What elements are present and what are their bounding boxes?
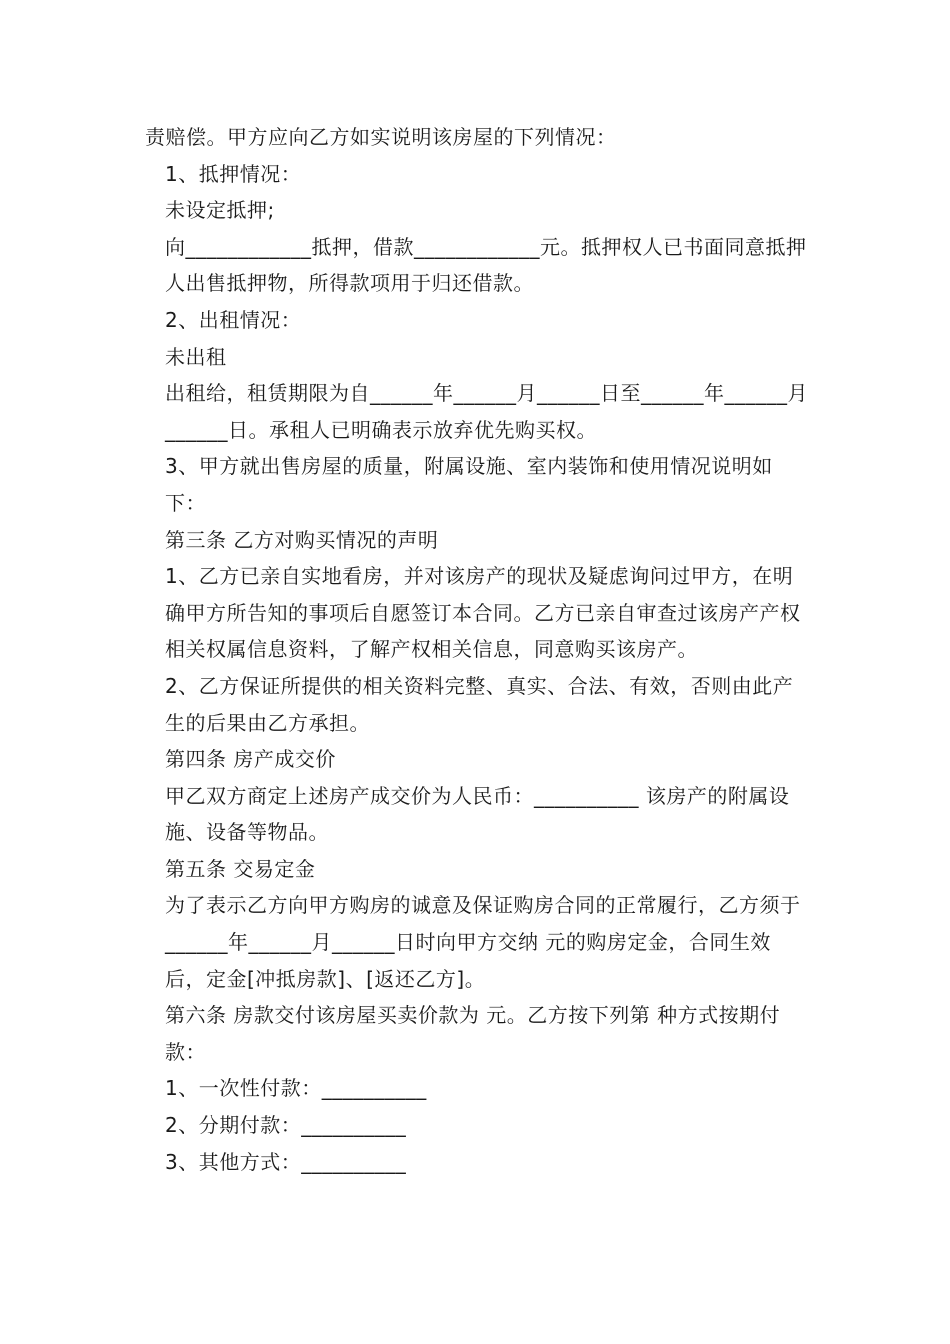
paragraph: 甲乙双方商定上述房产成交价为人民币：__________ 该房产的附属设施、设备等物品。 — [165, 783, 790, 845]
paragraph: 为了表示乙方向甲方购房的诚意及保证购房合同的正常履行，乙方须于______年______月______日时向甲方交纳 元的购房定金，合同生效后，定金[冲抵房款]、[返还乙方]。 — [165, 893, 801, 991]
paragraph: 出租给，租赁期限为自______年______月______日至______年______月______日。承租人已明确表示放弃优先购买权。 — [165, 381, 808, 442]
document-body — [145, 119, 810, 1180]
paragraph: 向____________抵押，借款____________元。抵押权人已书面同意抵押人出售抵押物，所得款项用于归还借款。 — [165, 234, 807, 296]
paragraph: 1、一次性付款：__________ — [165, 1076, 427, 1101]
paragraph: 第六条 房款交付该房屋买卖价款为 元。乙方按下列第 种方式按期付款： — [165, 1003, 781, 1064]
paragraph: 2、乙方保证所提供的相关资料完整、真实、合法、有效，否则由此产生的后果由乙方承担。 — [165, 673, 794, 735]
paragraph: 未出租 — [165, 344, 227, 369]
paragraph: 未设定抵押; — [165, 198, 275, 223]
section-heading: 第三条 乙方对购买情况的声明 — [165, 527, 439, 552]
paragraph: 3、其他方式：__________ — [165, 1149, 407, 1174]
paragraph: 1、抵押情况： — [165, 161, 302, 186]
paragraph: 3、甲方就出售房屋的质量，附属设施、室内装饰和使用情况说明如下： — [165, 454, 773, 515]
paragraph: 2、出租情况： — [165, 307, 302, 332]
section-heading: 第四条 房产成交价 — [165, 747, 336, 772]
section-heading: 第五条 交易定金 — [165, 856, 316, 881]
paragraph: 2、分期付款：__________ — [165, 1113, 407, 1138]
paragraph: 1、乙方已亲自实地看房，并对该房产的现状及疑虑询问过甲方，在明确甲方所告知的事项后自愿签订本合同。乙方已亲自审查过该房产产权相关权属信息资料，了解产权相关信息，同意购买该房产。 — [165, 564, 801, 662]
paragraph: 责赔偿。甲方应向乙方如实说明该房屋的下列情况： — [145, 125, 617, 149]
